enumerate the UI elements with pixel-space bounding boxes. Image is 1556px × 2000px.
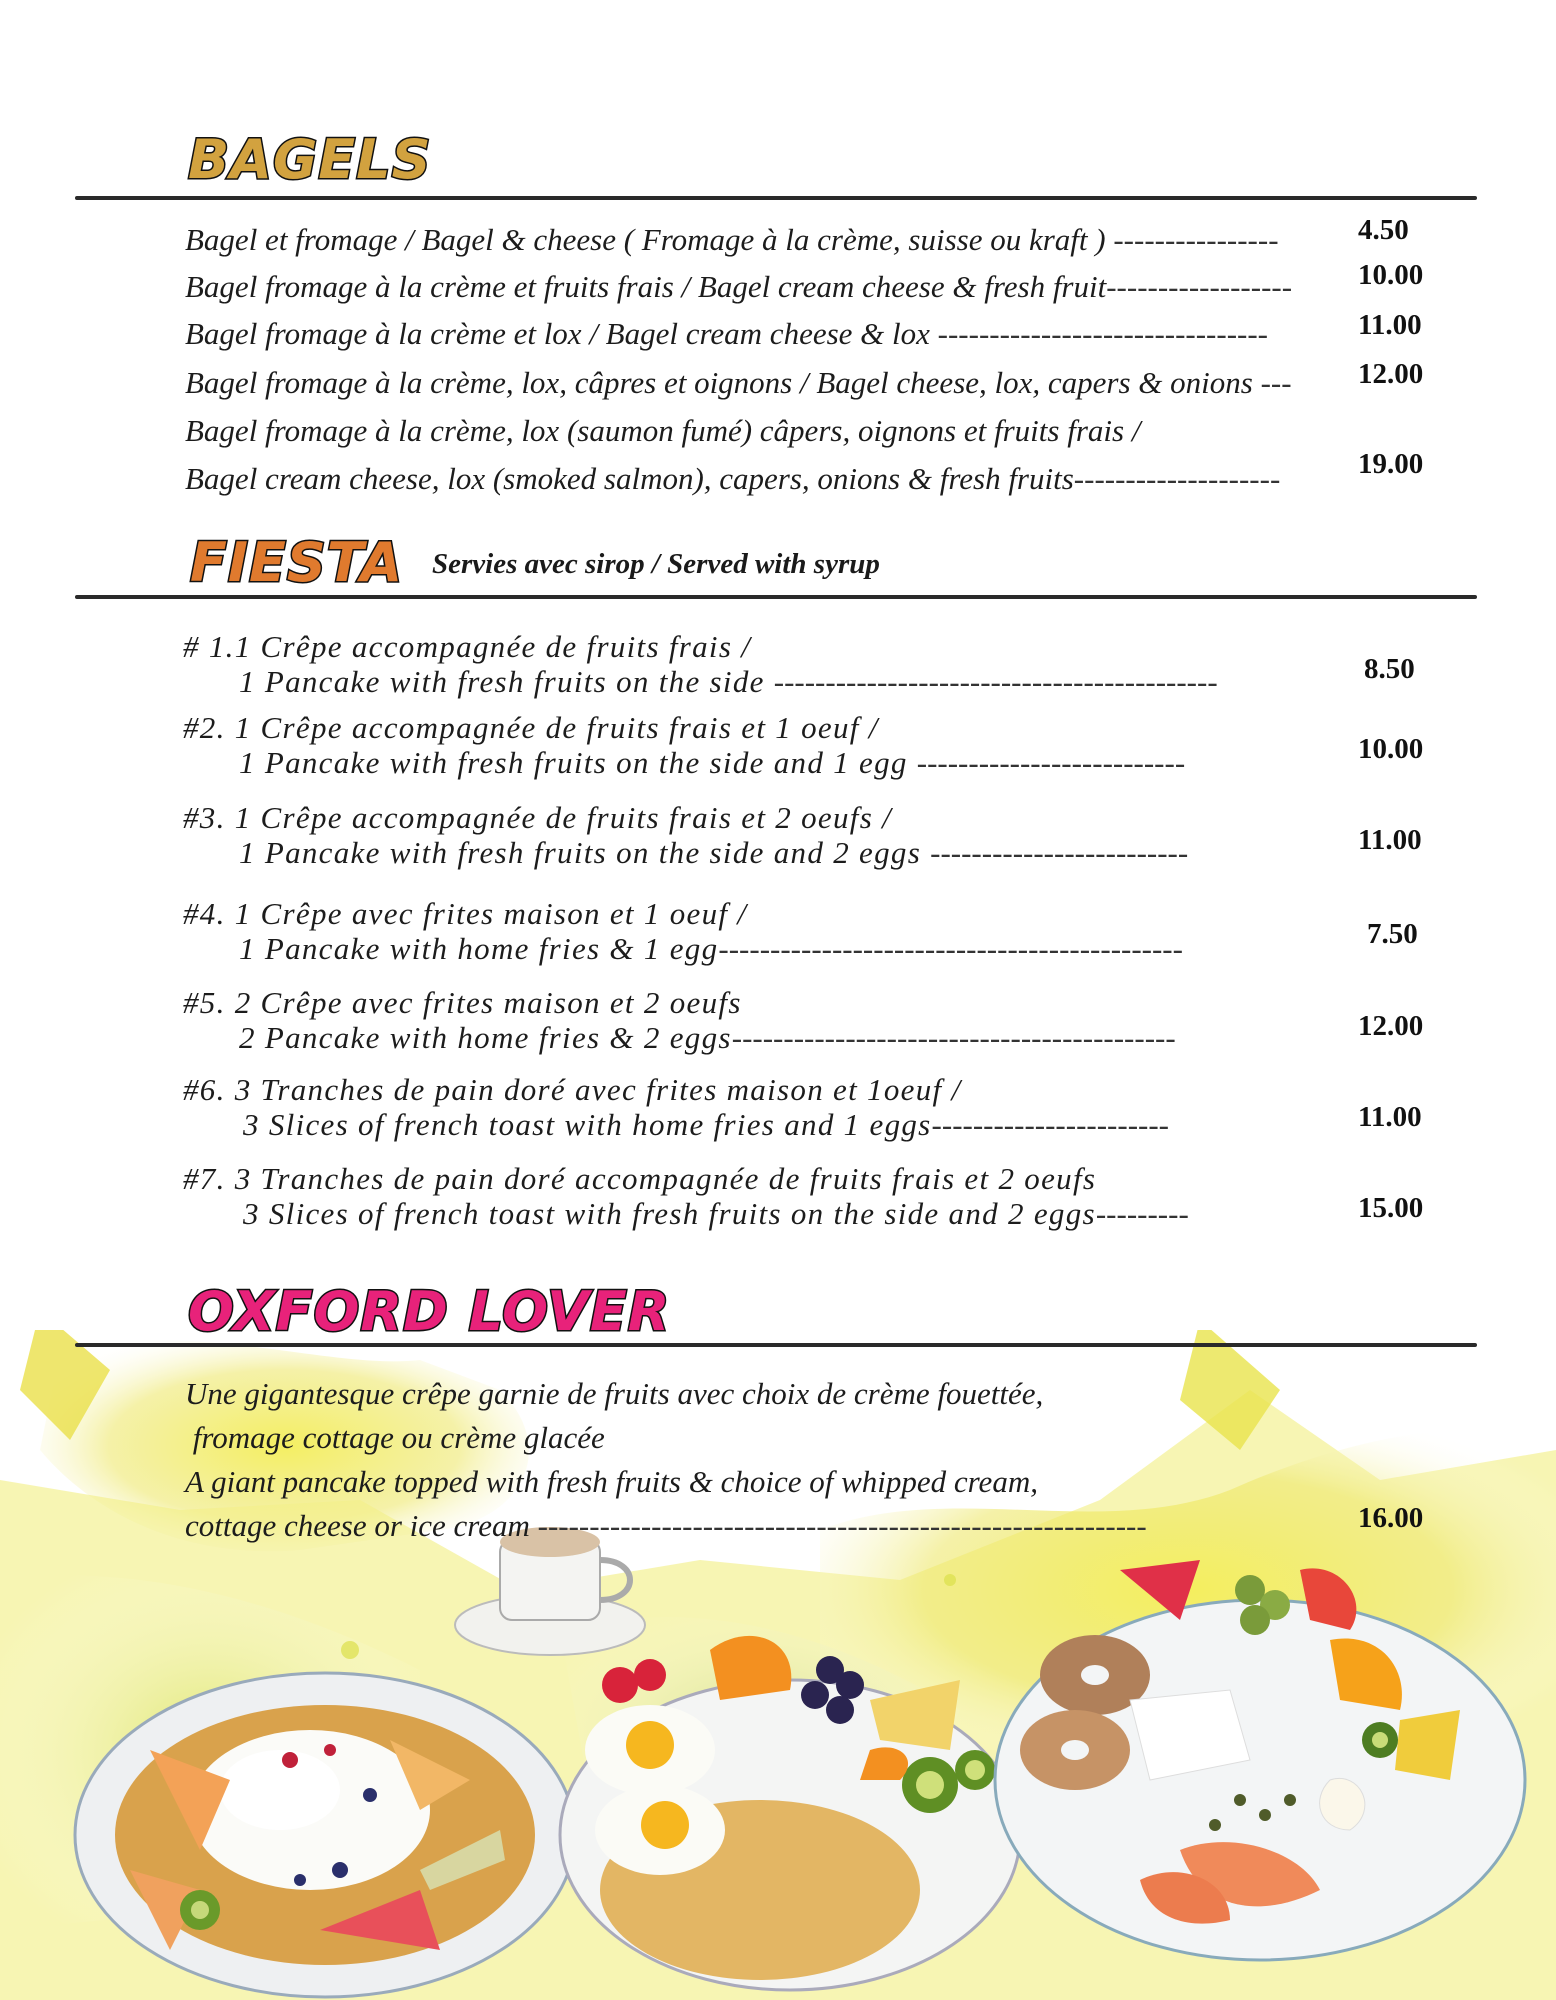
oxford-divider (75, 1343, 1477, 1347)
leader: ------------------------- (930, 835, 1189, 870)
item-text: Bagel cream cheese, lox (smoked salmon), capers, onions & fresh fruits (185, 461, 1074, 496)
fiesta-title: FIESTA (190, 531, 404, 594)
bagel-item-2 (185, 263, 1292, 310)
item-text: 2 Pancake with home fries & 2 eggs (239, 1020, 732, 1055)
pancake-cream-plate (75, 1673, 575, 1997)
oxford-lover-price: 16.00 (1358, 1502, 1424, 1534)
fiesta-item-1 (183, 629, 1218, 699)
item-text: 1 Pancake with fresh fruits on the side (239, 664, 774, 699)
item-line-fr: #7. 3 Tranches de pain doré accompagnée de fruits frais et 2 oeufs (183, 1161, 1097, 1196)
item-text: cottage cheese or ice cream (185, 1508, 538, 1543)
leader: -------------------------- (916, 745, 1186, 780)
fiesta-price-2: 10.00 (1358, 733, 1424, 765)
item-line-en (183, 1196, 1189, 1231)
fiesta-item-7 (183, 1161, 1189, 1231)
item-line-en (183, 1020, 1176, 1055)
fiesta-item-4 (183, 896, 1183, 966)
leader: -------------------------------- (937, 316, 1268, 351)
fiesta-divider (75, 595, 1477, 599)
item-text: Bagel fromage à la crème, lox, câpres et oignons / Bagel cheese, lox, capers & onions (185, 365, 1261, 400)
leader: --------- (1095, 1196, 1189, 1231)
fiesta-item-3 (183, 800, 1188, 870)
bagel-price-3: 11.00 (1358, 309, 1422, 341)
bagel-item-1 (185, 216, 1279, 263)
item-line-en (183, 664, 1218, 699)
pancake-eggs-plate (560, 1636, 1020, 1990)
fiesta-item-5 (183, 985, 1176, 1055)
item-text: 1 Pancake with home fries & 1 egg (239, 931, 719, 966)
item-line-fr: #6. 3 Tranches de pain doré avec frites maison et 1oeuf / (183, 1072, 962, 1107)
leader: ------------------------------------------- (731, 1020, 1176, 1055)
fiesta-price-7: 15.00 (1358, 1192, 1424, 1224)
bagel-price-6: 19.00 (1358, 448, 1424, 480)
oxford-line-2: fromage cottage ou crème glacée (185, 1420, 605, 1455)
bagel-lox-plate (995, 1560, 1525, 1960)
leader: ----------------------- (931, 1107, 1169, 1142)
item-line-fr: #3. 1 Crêpe accompagnée de fruits frais et 2 oeufs / (183, 800, 893, 835)
fiesta-price-1: 8.50 (1364, 653, 1415, 685)
bagels-divider (75, 196, 1477, 200)
oxford-lover-title: OXFORD LOVER (188, 1280, 671, 1343)
oxford-lover-description (185, 1372, 1147, 1548)
item-text: Bagel fromage à la crème et fruits frais / Bagel cream cheese & fresh fruit (185, 269, 1107, 304)
fiesta-item-2 (183, 710, 1185, 780)
fiesta-price-3: 11.00 (1358, 824, 1422, 856)
bagel-item-3 (185, 310, 1268, 357)
bagel-price-1: 4.50 (1358, 214, 1409, 246)
fiesta-price-4: 7.50 (1367, 918, 1418, 950)
fiesta-item-6 (183, 1072, 1169, 1142)
oxford-line-4 (185, 1504, 1147, 1548)
item-text: Bagel fromage à la crème, lox (saumon fumé) câpers, oignons et fruits frais / (185, 413, 1141, 448)
item-text: Bagel fromage à la crème et lox / Bagel cream cheese & lox (185, 316, 938, 351)
leader: --- (1260, 365, 1292, 400)
bagel-item-4 (185, 359, 1292, 406)
fiesta-price-6: 11.00 (1358, 1101, 1422, 1133)
leader: ---------------- (1113, 222, 1279, 257)
item-line-en (183, 745, 1185, 780)
item-text: 3 Slices of french toast with home fries and 1 eggs (243, 1107, 932, 1142)
item-line-fr: # 1.1 Crêpe accompagnée de fruits frais / (183, 629, 752, 664)
item-line-en (183, 931, 1183, 966)
leader: --------------------------------------------- (718, 931, 1183, 966)
fiesta-price-5: 12.00 (1358, 1010, 1424, 1042)
item-text: 1 Pancake with fresh fruits on the side and 1 egg (239, 745, 917, 780)
item-line-en (183, 835, 1188, 870)
item-text: 3 Slices of french toast with fresh fruits on the side and 2 eggs (243, 1196, 1096, 1231)
bagel-item-6 (185, 455, 1280, 502)
leader: ----------------------------------------------------------- (537, 1508, 1147, 1543)
bagel-price-2: 10.00 (1358, 259, 1424, 291)
item-line-en (183, 1107, 1169, 1142)
oxford-line-1: Une gigantesque crêpe garnie de fruits avec choix de crème fouettée, (185, 1376, 1044, 1411)
item-line-fr: #2. 1 Crêpe accompagnée de fruits frais et 1 oeuf / (183, 710, 879, 745)
item-text: 1 Pancake with fresh fruits on the side and 2 eggs (239, 835, 931, 870)
bagels-title: BAGELS (188, 128, 432, 191)
leader: -------------------- (1073, 461, 1281, 496)
item-line-fr: #5. 2 Crêpe avec frites maison et 2 oeufs (183, 985, 742, 1020)
oxford-line-3: A giant pancake topped with fresh fruits & choice of whipped cream, (185, 1464, 1038, 1499)
bagel-price-4: 12.00 (1358, 358, 1424, 390)
item-line-fr: #4. 1 Crêpe avec frites maison et 1 oeuf / (183, 896, 748, 931)
item-text: Bagel et fromage / Bagel & cheese ( Fromage à la crème, suisse ou kraft ) (185, 222, 1114, 257)
bagel-item-5 (185, 407, 1140, 454)
fiesta-subtitle: Servies avec sirop / Served with syrup (432, 548, 880, 580)
leader: ------------------ (1106, 269, 1293, 304)
leader: ------------------------------------------- (773, 664, 1218, 699)
